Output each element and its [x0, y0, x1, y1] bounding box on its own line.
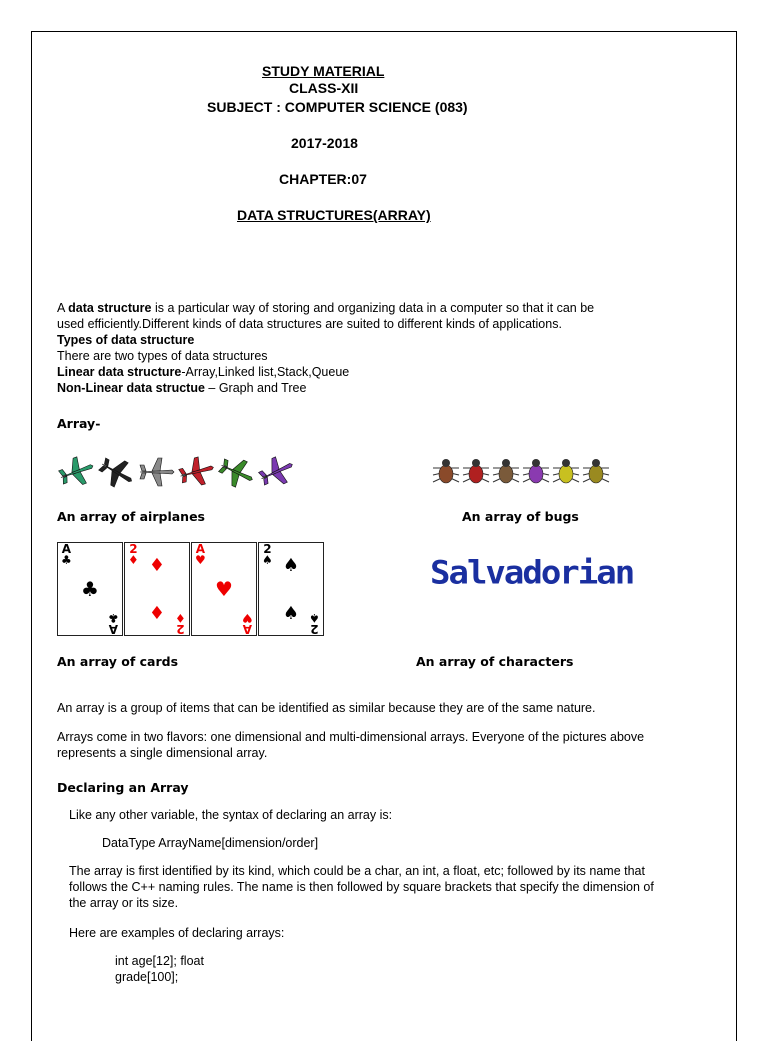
bug-icon — [493, 459, 519, 483]
airplane-icon — [56, 453, 98, 491]
card-suit-center: ♠ — [282, 555, 300, 576]
doc-title: STUDY MATERIAL — [262, 63, 385, 79]
declaring-p2-line1: The array is first identified by its kind, which could be a char, an int, a float, etc; followed by its name that — [69, 864, 645, 878]
types-line: There are two types of data structures — [57, 349, 268, 363]
cards-illustration — [57, 542, 327, 638]
card-rank: A — [108, 622, 119, 636]
declaring-heading: Declaring an Array — [57, 780, 189, 795]
playing-card — [124, 542, 190, 636]
nonlinear-line: Non-Linear data structue – Graph and Tree — [57, 381, 307, 395]
linear-line: Linear data structure-Array,Linked list,Stack,Queue — [57, 365, 350, 379]
card-suit-center: ♣ — [81, 577, 99, 601]
playing-card — [191, 542, 257, 636]
declaring-p3: Here are examples of declaring arrays: — [69, 926, 285, 940]
bug-icon — [583, 459, 609, 483]
bug-icon — [463, 459, 489, 483]
airplane-icon — [216, 453, 259, 493]
declaring-p1: Like any other variable, the syntax of declaring an array is: — [69, 808, 393, 822]
array-heading: Array- — [57, 416, 101, 431]
year-line: 2017-2018 — [291, 135, 358, 151]
card-rank: 2 — [176, 622, 185, 636]
card-rank: 2 — [310, 622, 319, 636]
card-suit-small: ♦ — [175, 611, 186, 625]
chapter-line: CHAPTER:07 — [279, 171, 367, 187]
card-suit-center: ♠ — [282, 603, 300, 624]
airplane-icon — [95, 452, 138, 493]
bugs-illustration — [428, 450, 628, 498]
subject-line: SUBJECT : COMPUTER SCIENCE (083) — [207, 99, 468, 115]
declaring-p2-line2: follows the C++ naming rules. The name is then followed by square brackets that specify the dimension of — [69, 880, 654, 894]
characters-label: An array of characters — [416, 654, 574, 669]
card-rank: A — [195, 542, 206, 556]
chapter-title: DATA STRUCTURES(ARRAY) — [237, 207, 431, 223]
card-rank: A — [242, 622, 253, 636]
class-line: CLASS-XII — [289, 80, 359, 96]
example-line-2: grade[100]; — [115, 970, 179, 984]
card-suit-small: ♦ — [128, 553, 139, 567]
characters-illustration: Salvadorian — [430, 554, 634, 592]
card-suit-center: ♦ — [148, 603, 166, 624]
bug-icon — [433, 459, 459, 483]
array-desc-p2-line1: Arrays come in two flavors: one dimensional and multi-dimensional arrays. Everyone of the pictures above — [57, 730, 645, 744]
airplanes-label: An array of airplanes — [57, 509, 205, 524]
cards-label: An array of cards — [57, 654, 179, 669]
card-suit-small: ♣ — [108, 611, 119, 625]
intro-line-1: A data structure is a particular way of storing and organizing data in a computer so that it can be — [57, 301, 595, 315]
card-suit-center: ♦ — [148, 555, 166, 576]
bug-icon — [523, 459, 549, 483]
card-suit-small: ♠ — [262, 553, 273, 567]
example-line-1: int age[12]; float — [115, 954, 204, 968]
declaring-p2-line3: the array or its size. — [69, 896, 179, 910]
card-suit-small: ♥ — [195, 553, 206, 567]
bug-icon — [553, 459, 579, 483]
card-suit-small: ♠ — [309, 611, 320, 625]
card-rank: 2 — [263, 542, 272, 556]
card-suit-small: ♣ — [61, 553, 72, 567]
intro-line-2: used efficiently.Different kinds of data structures are suited to different kinds of applications. — [57, 317, 562, 331]
card-suit-small: ♥ — [242, 611, 253, 625]
card-rank: A — [61, 542, 72, 556]
airplane-icon — [177, 454, 217, 490]
array-desc-p1: An array is a group of items that can be identified as similar because they are of the same nature. — [57, 701, 596, 715]
array-desc-p2-line2: represents a single dimensional array. — [57, 746, 268, 760]
airplane-icon — [256, 452, 299, 492]
types-heading: Types of data structure — [57, 333, 195, 347]
airplane-icon — [140, 458, 174, 486]
card-rank: 2 — [129, 542, 138, 556]
playing-card — [57, 542, 123, 636]
playing-card — [258, 542, 324, 636]
bugs-label: An array of bugs — [462, 509, 579, 524]
airplanes-illustration — [56, 450, 316, 498]
declaring-syntax: DataType ArrayName[dimension/order] — [102, 836, 319, 850]
card-suit-center: ♥ — [215, 577, 233, 601]
